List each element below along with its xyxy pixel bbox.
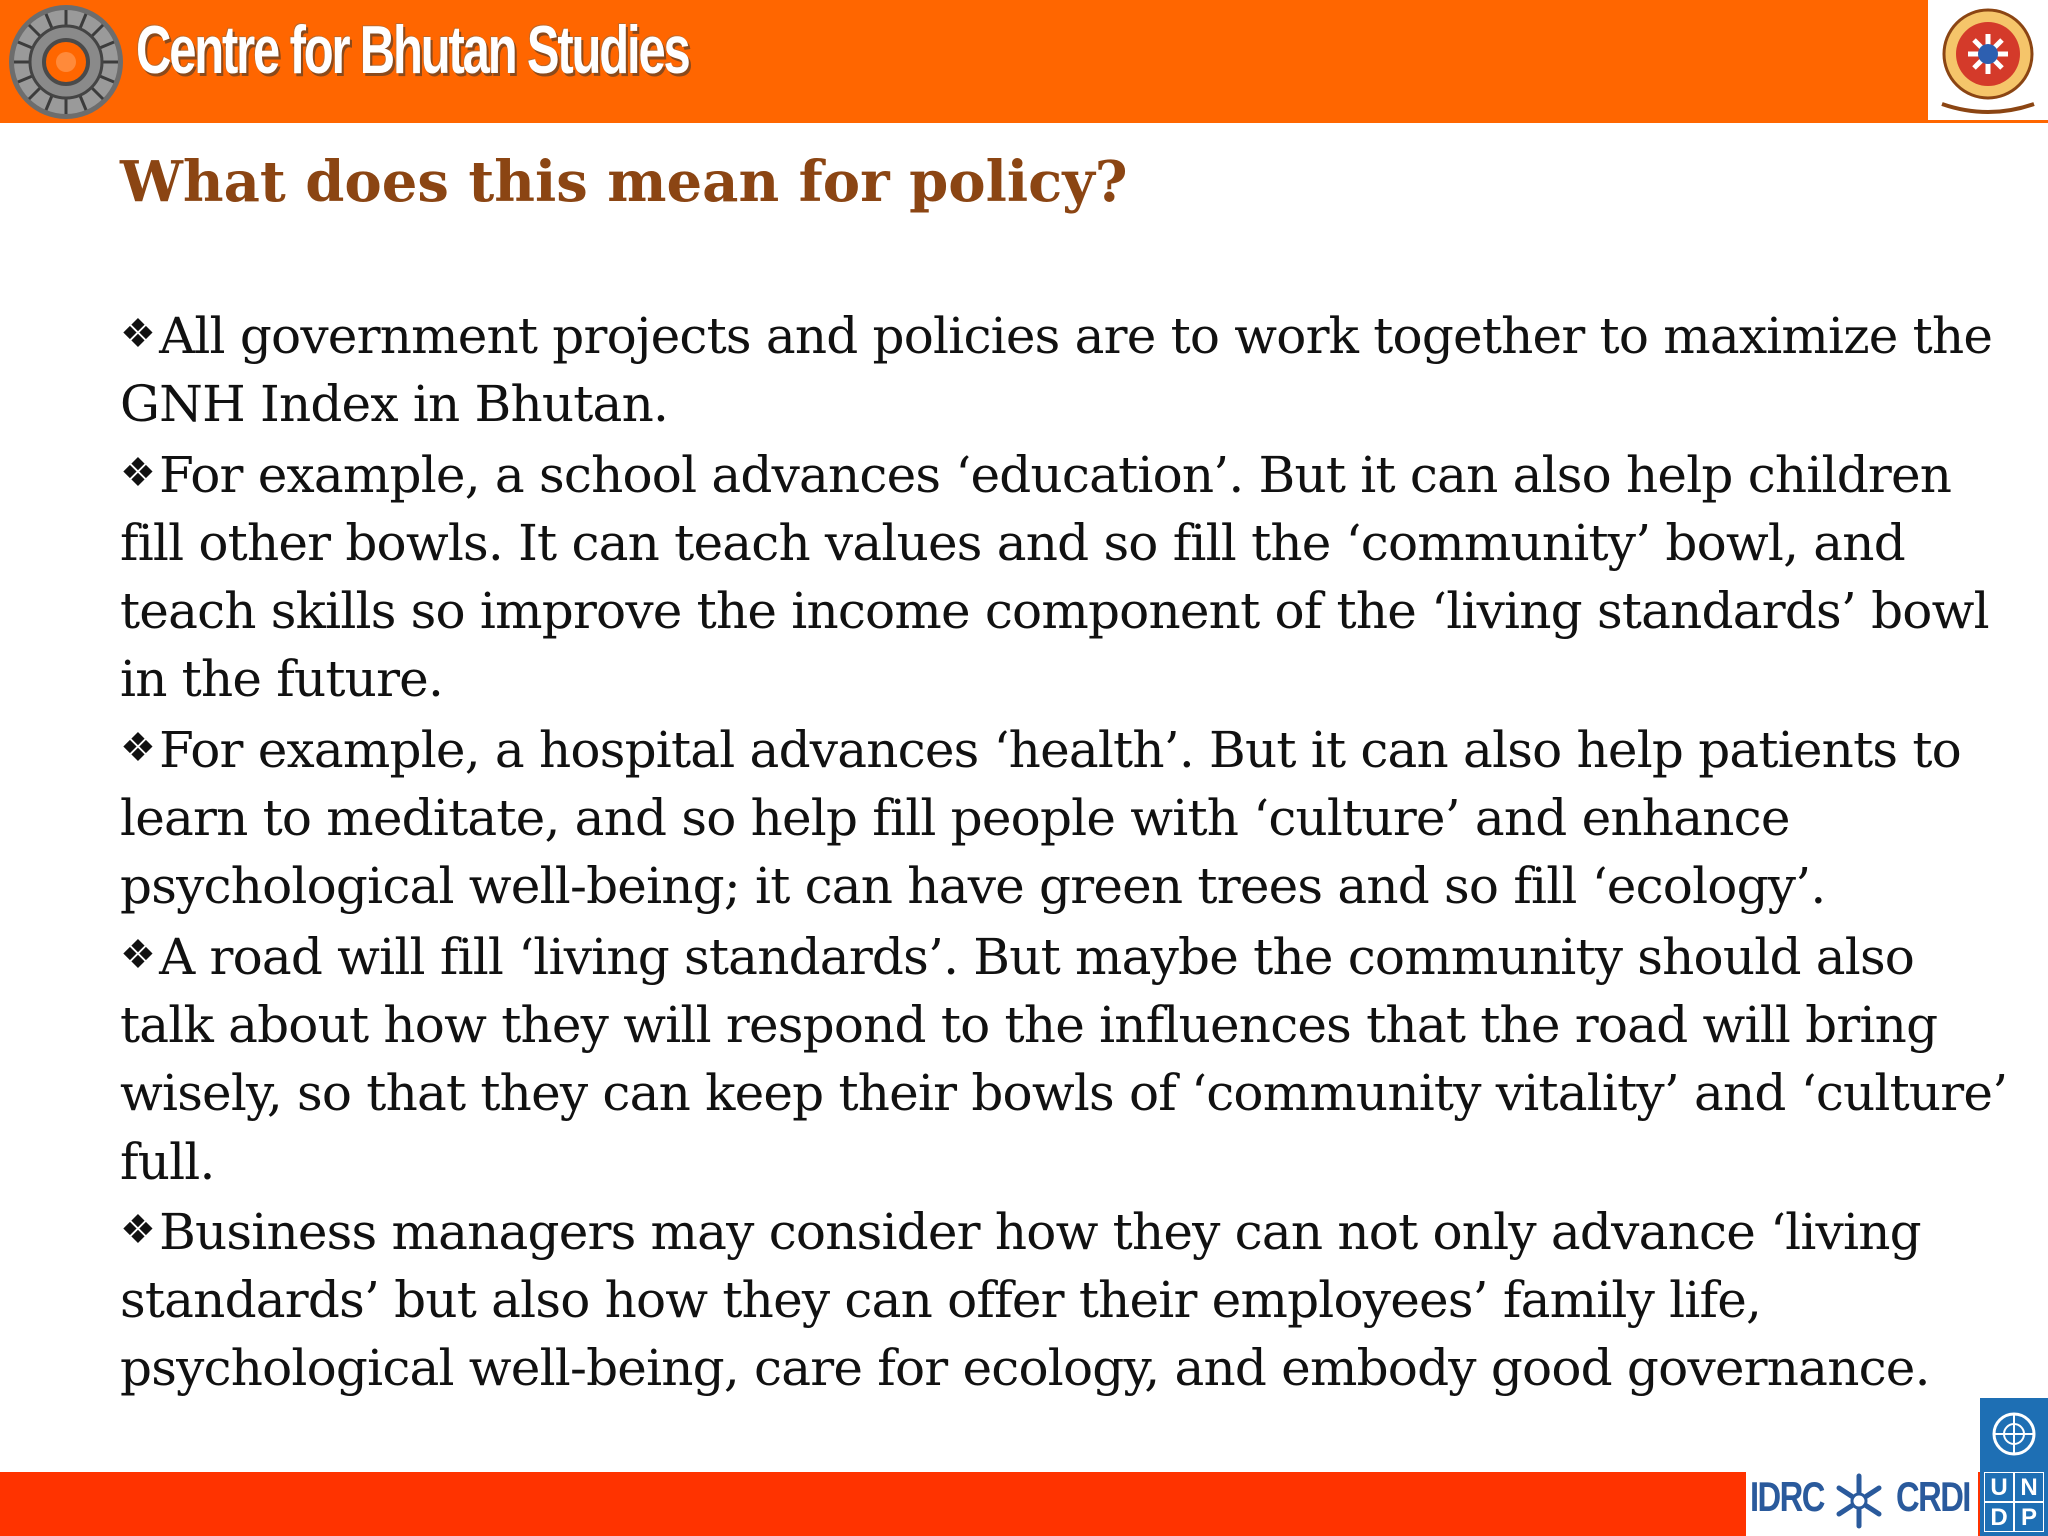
undp-logo: [1980, 1398, 2048, 1536]
bullet-item: [120, 921, 2020, 1196]
idrc-star-icon: [1834, 1470, 1884, 1532]
undp-letter: U: [1984, 1472, 2014, 1502]
bullet-text: For example, a hospital advances ‘health’. But it can also help patients to learn to meditate, and so help fill people with ‘culture’ and enhance psychological well-being; it can have green trees and so fill ‘ecology’.: [120, 720, 1961, 916]
diamond-bullet-icon: ❖: [120, 724, 156, 771]
bullet-text: A road will fill ‘living standards’. But maybe the community should also talk about how they will respond to the influences that the road will bring wisely, so that they can keep their bowls of ‘community vitality’ and ‘culture’ full.: [120, 927, 2008, 1191]
diamond-bullet-icon: ❖: [120, 931, 156, 978]
bullet-text: Business managers may consider how they can not only advance ‘living standards’ but also how they can offer their employees’ family life, psychological well-being, care for ecology, and embody good governance.: [120, 1202, 1930, 1398]
undp-letter: N: [2014, 1472, 2044, 1502]
footer-bar: [0, 1472, 2048, 1536]
org-name: Centre for Bhutan Studies: [136, 12, 689, 88]
diamond-bullet-icon: ❖: [120, 1206, 156, 1253]
undp-letter: P: [2014, 1502, 2044, 1532]
bullet-item: [120, 439, 2020, 714]
un-globe-icon: [1986, 1406, 2042, 1462]
diamond-bullet-icon: ❖: [120, 449, 156, 496]
slide-title: What does this mean for policy?: [120, 149, 1128, 215]
diamond-bullet-icon: ❖: [120, 311, 156, 357]
undp-letter: D: [1984, 1502, 2014, 1532]
bullet-text: For example, a school advances ‘education’. But it can also help children fill other bowls. It can teach values and so fill the ‘community’ bowl, and teach skills so improve the income component of the ‘living standards’ bowl in the future.: [120, 445, 1989, 709]
bullet-item: [120, 714, 2020, 921]
bullet-item: [120, 1196, 2020, 1403]
bhutan-national-emblem-icon: [1928, 0, 2048, 120]
idrc-label: IDRC: [1750, 1473, 1824, 1520]
slide-body: [120, 300, 2020, 1403]
idrc-crdi-logo: [1746, 1462, 1978, 1536]
header-bar: [0, 0, 2048, 123]
dharma-wheel-logo-icon: [4, 2, 128, 122]
crdi-label: CRDI: [1896, 1473, 1970, 1520]
bullet-item: [120, 300, 2020, 439]
bullet-text: All government projects and policies are to work together to maximize the GNH Index in Bhutan.: [120, 307, 1993, 434]
